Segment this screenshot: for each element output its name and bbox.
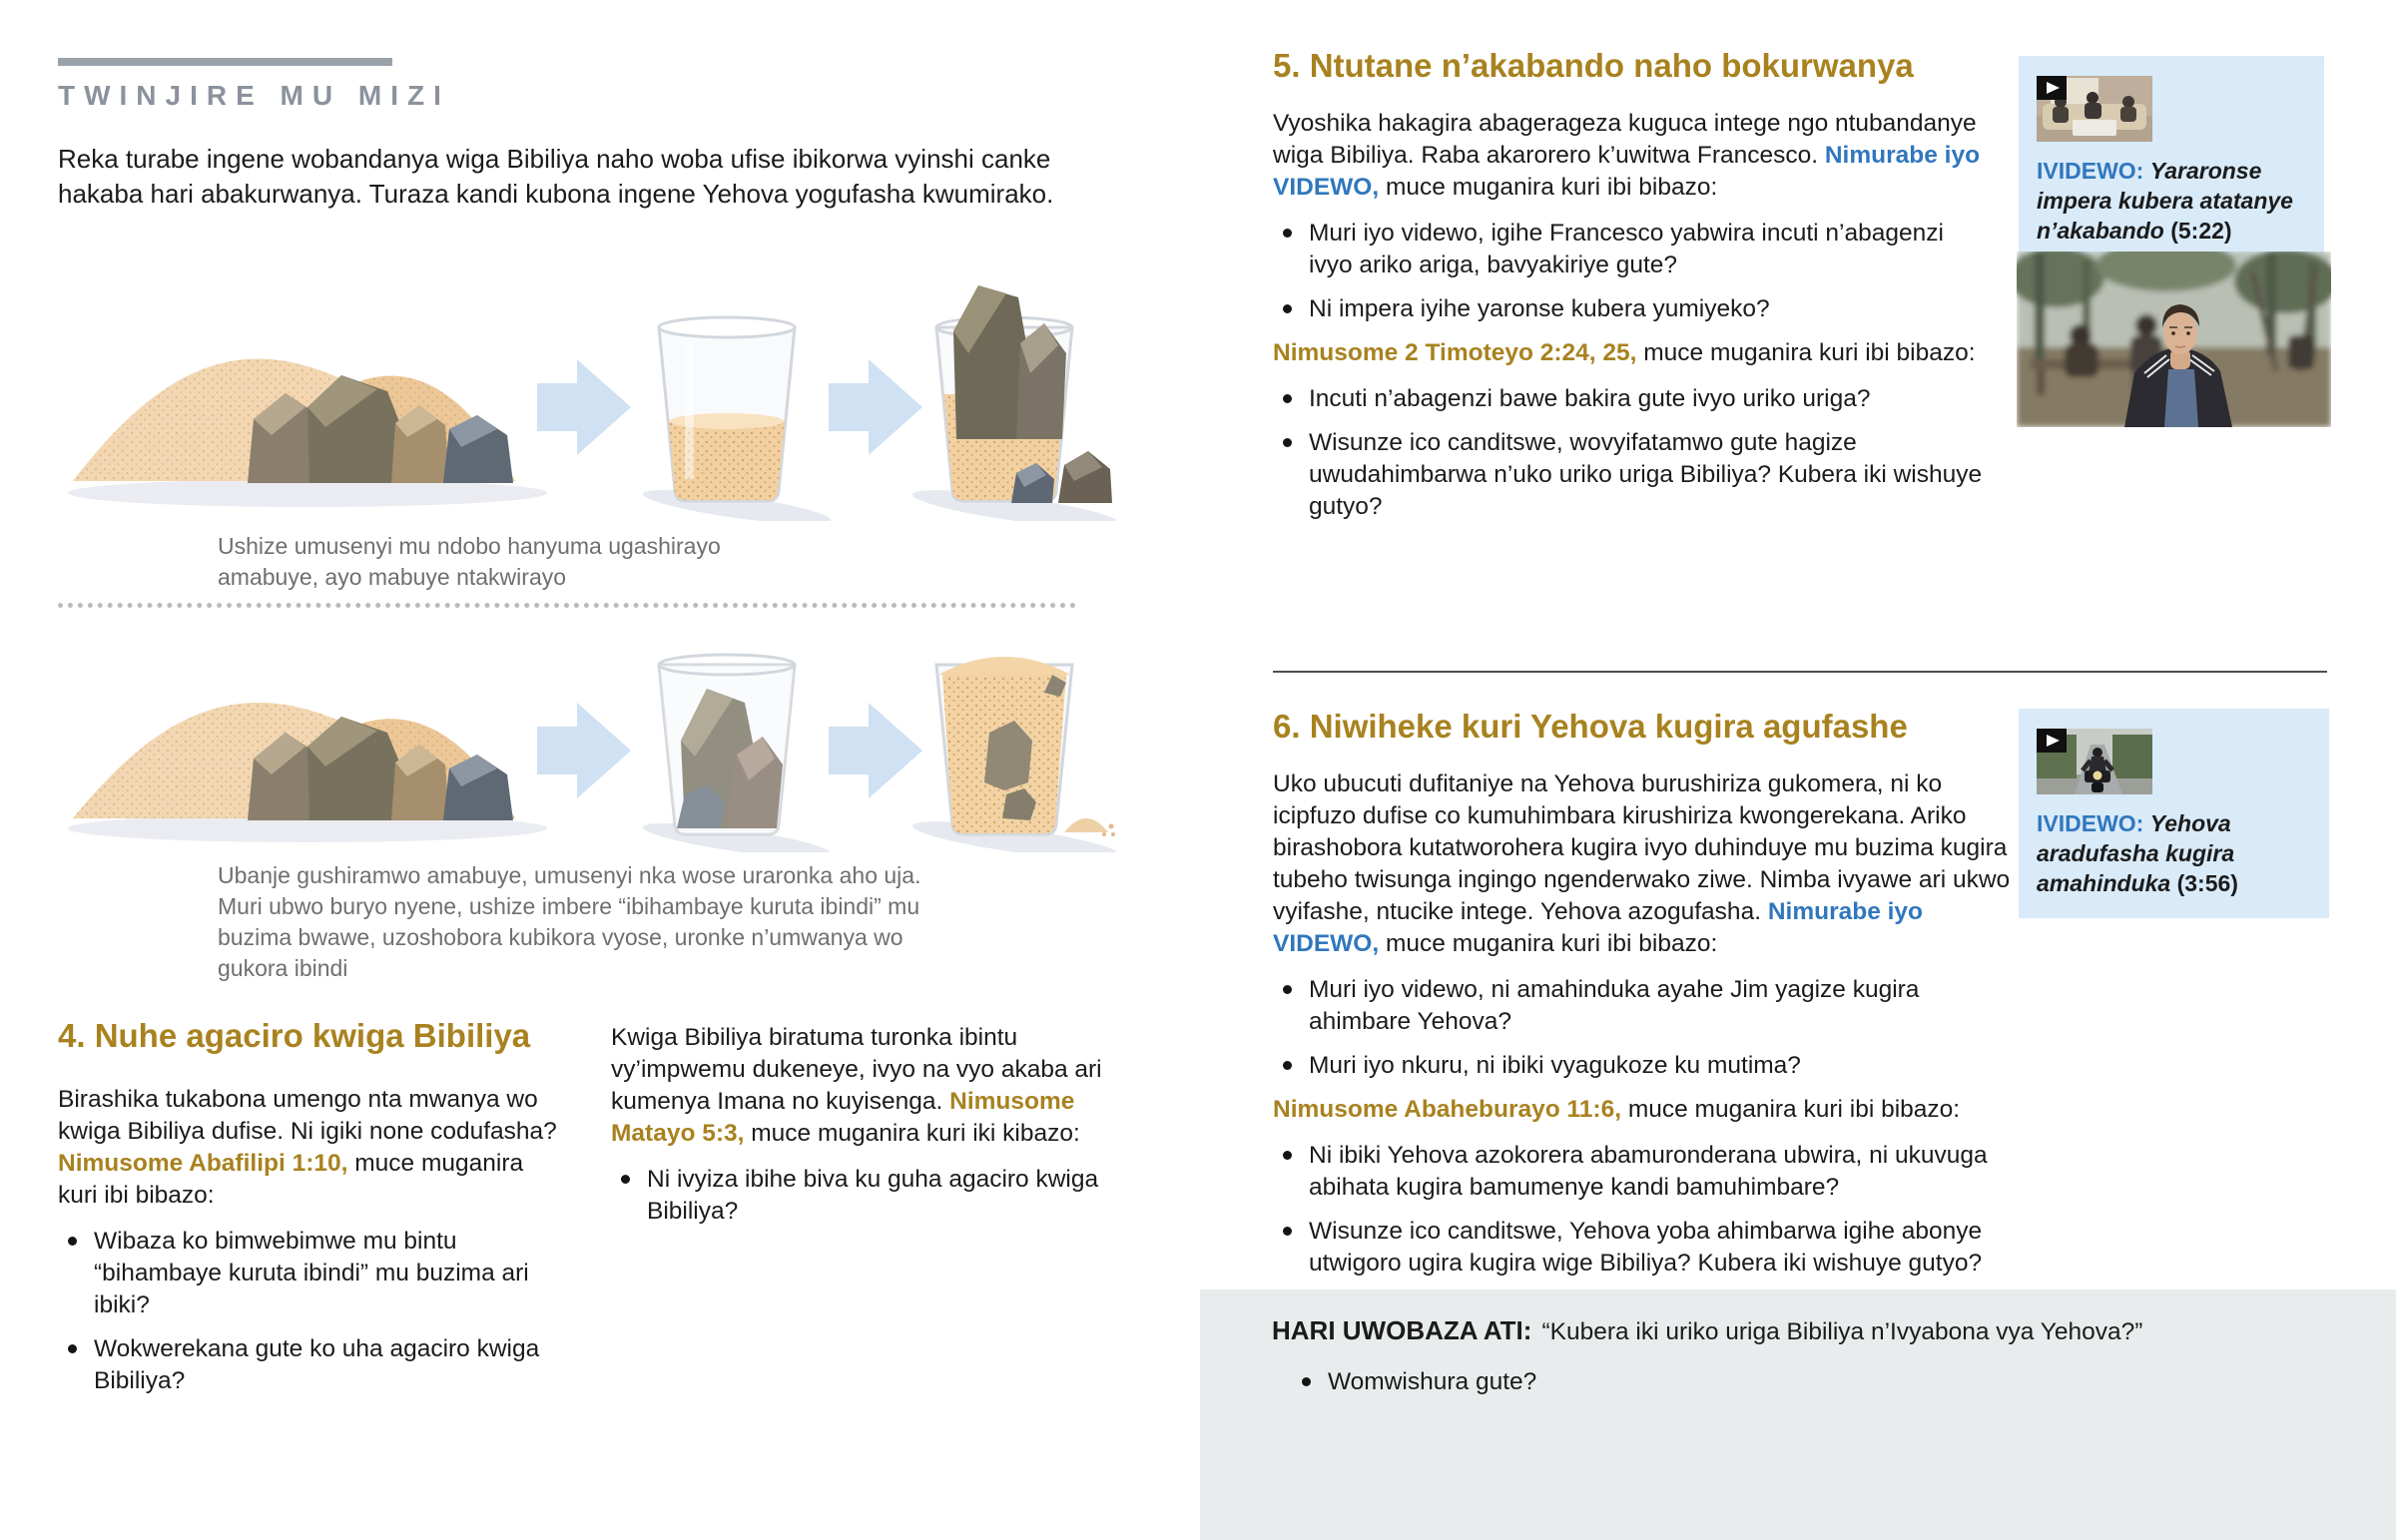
arrow-right-icon xyxy=(829,359,922,455)
video-label: IVIDEWO: xyxy=(2037,810,2144,836)
sand-spill xyxy=(1064,818,1108,832)
video-duration: (5:22) xyxy=(2170,218,2232,244)
paragraph-text: Kwiga Bibiliya biratuma turonka ibintu vy’impwemu dukeneye, ivyo na vyo akaba ari kumenya Imana no kuyisenga. xyxy=(611,1024,1102,1115)
section4-heading: 4. Nuhe agaciro kwiga Bibiliya xyxy=(58,1017,531,1054)
section5-heading: 5. Ntutane n’akabando naho bokurwanya xyxy=(1273,47,1914,84)
note-bullets xyxy=(1294,1366,2356,1398)
section6 xyxy=(1273,707,2022,1291)
scripture-ref-matayo[interactable]: Nimusome Matayo 5:3, xyxy=(611,1088,1075,1147)
note-line xyxy=(1272,1315,2356,1346)
arrow-right-icon xyxy=(537,703,631,798)
video-box-2 xyxy=(2019,709,2329,918)
note-box xyxy=(1200,1289,2396,1540)
video-caption-2 xyxy=(2037,808,2311,898)
bullet-item: Womwishura gute? xyxy=(1294,1366,2356,1398)
paragraph-text: muce muganira kuri ibi bibazo: xyxy=(1379,174,1718,201)
bullet-item: Wokwerekana gute ko uha agaciro kwiga Bibiliya? xyxy=(60,1333,562,1397)
bullet-item: Ni ivyiza ibihe biva ku guha agaciro kwiga Bibiliya? xyxy=(613,1164,1130,1228)
play-icon[interactable] xyxy=(2037,76,2067,100)
bullet-item: Muri iyo videwo, igihe Francesco yabwira incuti n’abagenzi ivyo ariko ariga, bavyakiriye gute? xyxy=(1275,218,1992,281)
section4-col2-paragraph xyxy=(611,1022,1130,1150)
scripture-ref-abafilipi[interactable]: Nimusome Abafilipi 1:10, xyxy=(58,1150,348,1177)
section4-col1 xyxy=(58,1084,562,1409)
paragraph-text: Uko ubucuti dufitaniye na Yehova burushiriza gukomera, ni ko icipfuzo dufise co kumuhimbara kirushiriza kwongerekana. Ariko birashobora kutatworohera kugira ivyo duhinduye mu buzima kugira tubeho twisunga ingingo ngenderwako ziwe. Nimba ivyawe ari ukwo vyifashe, ntucike intege. Yehova azogufasha. xyxy=(1273,770,2011,925)
section-divider xyxy=(1273,671,2327,673)
figure-caption-2: Ubanje gushiramwo amabuye, umusenyi nka wose uraronka aho uja. Muri ubwo buryo nyene, ushize imbere “ibihambaye kuruta ibindi” mu buzima bwawe, uzoshobora kubikora vyose, uronke n’umwanya wo gukora ibindi xyxy=(218,862,921,981)
glass-sand-half xyxy=(659,317,795,501)
paragraph-text: Birashika tukabona umengo nta mwanya wo kwiga Bibiliya dufise. Ni igiki none codufasha? xyxy=(58,1086,557,1145)
paragraph-text: muce muganira kuri ibi bibazo: xyxy=(58,1150,524,1209)
dotted-divider xyxy=(58,603,1076,608)
arrow-right-icon xyxy=(829,703,922,798)
scripture-ref-abaheburayo[interactable]: Nimusome Abaheburayo 11:6, xyxy=(1273,1096,1622,1123)
paragraph-text: Vyoshika hakagira abagerageza kuguca intege ngo ntubandanye wiga Bibiliya. Raba akarorero k’uwitwa Francesco. xyxy=(1273,110,1977,169)
intro-paragraph: Reka turabe ingene wobandanya wiga Bibiliya naho woba ufise ibikorwa vyinshi canke hakaba hari abakurwanya. Turaza kandi kubona ingene Yehova yogufasha kwumirako. xyxy=(58,144,1054,209)
video-title: Yehova aradufasha kugira amahinduka xyxy=(2037,810,2235,896)
play-icon[interactable] xyxy=(2037,729,2067,753)
video-thumbnail-1[interactable] xyxy=(2037,76,2152,142)
video-duration: (3:56) xyxy=(2176,870,2238,896)
note-label: HARI UWOBAZA ATI: xyxy=(1272,1315,1532,1345)
section4-col1-bullets xyxy=(60,1226,562,1397)
photo-young-man xyxy=(2017,252,2331,427)
section5-bullets-2 xyxy=(1275,383,1992,523)
section6-bullets-1 xyxy=(1275,974,1992,1082)
video-label: IVIDEWO: xyxy=(2037,158,2144,184)
video-box-1 xyxy=(2019,56,2324,265)
illustration-rocks-first xyxy=(58,623,1116,852)
section4-col2 xyxy=(611,1022,1130,1240)
section4-col1-paragraph xyxy=(58,1084,562,1212)
bullet-item: Ni impera iyihe yaronse kubera yumiyeko? xyxy=(1275,293,1992,325)
paragraph-text: muce muganira kuri iki kibazo: xyxy=(744,1120,1080,1147)
bullet-item: Ni ibiki Yehova azokorera abamuronderana ubwira, ni ukuvuga abihata kugira bamumenye kandi bamuhimbare? xyxy=(1275,1140,2014,1204)
video-thumbnail-2[interactable] xyxy=(2037,729,2152,794)
scripture-ref-timoteyo[interactable]: Nimusome 2 Timoteyo 2:24, 25, xyxy=(1273,339,1637,366)
bullet-item: Incuti n’abagenzi bawe bakira gute ivyo uriko uriga? xyxy=(1275,383,1992,415)
section5 xyxy=(1273,46,2022,535)
video-link[interactable]: Nimurabe iyo VIDEWO, xyxy=(1273,898,1924,957)
bullet-item: Wibaza ko bimwebimwe mu bintu “bihambaye kuruta ibindi” mu buzima ari ibiki? xyxy=(60,1226,562,1321)
illustration-sand-first xyxy=(58,269,1116,521)
paragraph-text: muce muganira kuri ibi bibazo: xyxy=(1636,339,1976,366)
bullet-item: Wisunze ico canditswe, Yehova yoba ahimbarwa igihe abonye utwigoro ugira kugira wige Bibiliya? Kubera iki wishuye gutyo? xyxy=(1275,1216,2014,1280)
section5-bullets-1 xyxy=(1275,218,1992,325)
section5-paragraph xyxy=(1273,108,2022,204)
glass-rocks-inside xyxy=(659,655,795,834)
section6-bullets-2 xyxy=(1275,1140,2014,1280)
paragraph-text: muce muganira kuri ibi bibazo: xyxy=(1379,930,1718,957)
section6-paragraph xyxy=(1273,769,2012,960)
video-link[interactable]: Nimurabe iyo VIDEWO, xyxy=(1273,142,1981,201)
bullet-item: Muri iyo nkuru, ni ibiki vyagukoze ku mutima? xyxy=(1275,1050,1992,1082)
kicker-bar xyxy=(58,58,392,66)
glass-sand-rocks-top xyxy=(936,285,1112,503)
video-title: Yararonse impera kubera atatanye n’akabando xyxy=(2037,158,2293,244)
section5-reading xyxy=(1273,337,2022,369)
bullet-item: Wisunze ico canditswe, wovyifatamwo gute hagize uwudahimbarwa n’uko uriko uriga Bibiliya? Kubera iki wishuye gutyo? xyxy=(1275,427,1992,523)
section4-col2-bullets xyxy=(613,1164,1130,1228)
section6-heading: 6. Niwiheke kuri Yehova kugira agufashe xyxy=(1273,708,1908,745)
glass-sand-full xyxy=(936,657,1115,836)
video-caption-1 xyxy=(2037,156,2306,246)
kicker-title: TWINJIRE MU MIZI xyxy=(58,80,450,111)
bullet-item: Muri iyo videwo, ni amahinduka ayahe Jim yagize kugira ahimbare Yehova? xyxy=(1275,974,1992,1038)
note-quote: “Kubera iki uriko uriga Bibiliya n’Ivyabona vya Yehova?” xyxy=(1541,1318,2143,1345)
section6-reading xyxy=(1273,1094,2022,1126)
arrow-right-icon xyxy=(537,359,631,455)
figure-caption-1: Ushize umusenyi mu ndobo hanyuma ugashirayo amabuye, ayo mabuye ntakwirayo xyxy=(218,533,721,590)
paragraph-text: muce muganira kuri ibi bibazo: xyxy=(1621,1096,1961,1123)
